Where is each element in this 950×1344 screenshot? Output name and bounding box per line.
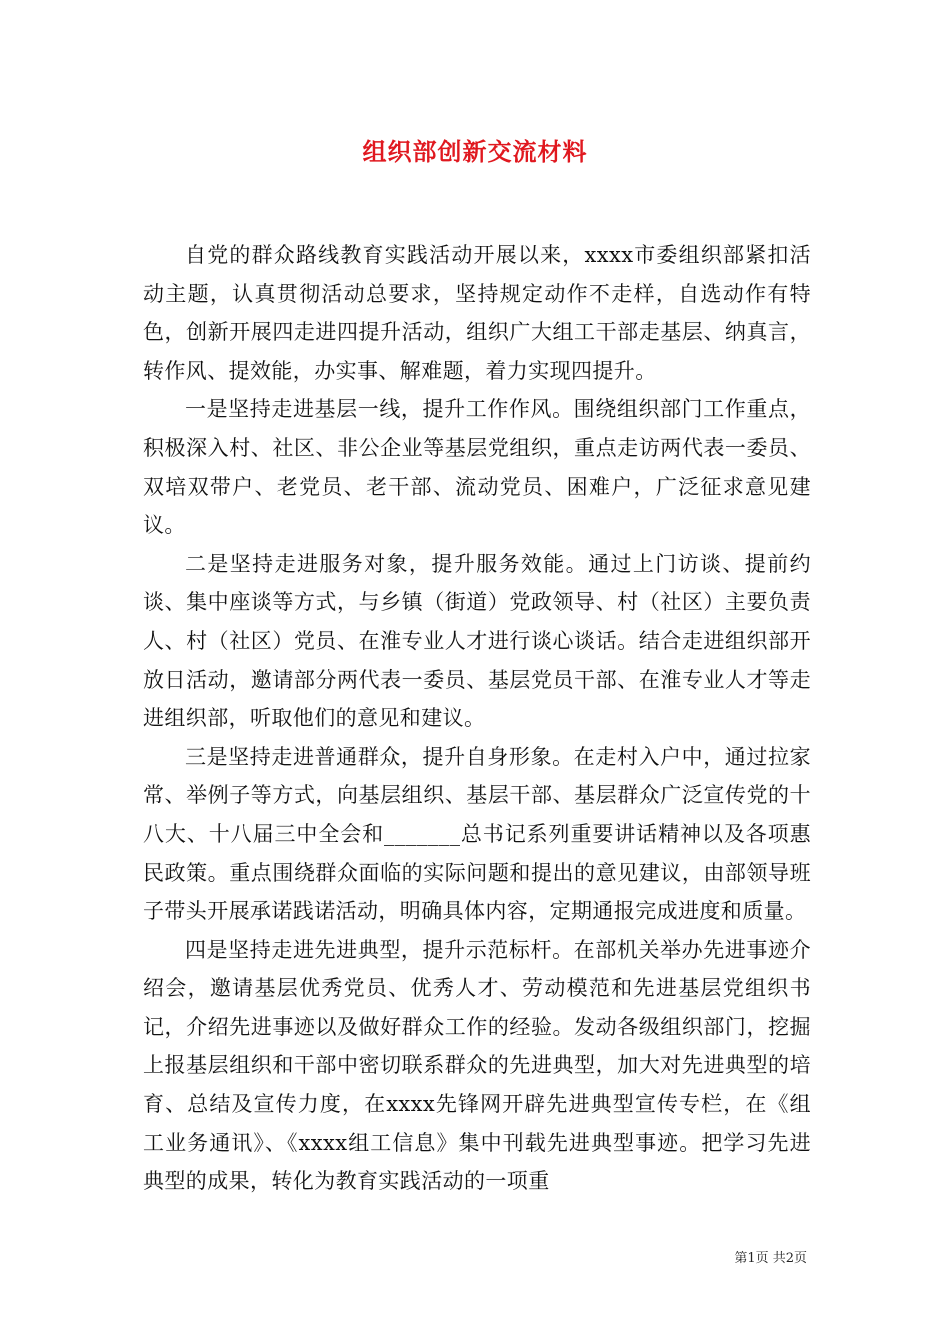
page-title: 组织部创新交流材料 — [362, 137, 588, 166]
paragraph-point-four: 四是坚持走进先进典型，提升示范标杆。在部机关举办先进事迹介绍会，邀请基层优秀党员、优秀人才、劳动模范和先进基层党组织书记，介绍先进事迹以及做好群众工作的经验。发动各级组织部门，挖掘上报基层组织和干部中密切联系群众的先进典型，加大对先进典型的培育、总结及宣传力度，在xxxx先锋网开辟先进典型宣传专栏，在《组工业务通讯》、《xxxx组工信息》集中刊载先进典型事迹。把学习先进典型的成果，转化为教育实践活动的一项重 — [143, 937, 811, 1194]
paragraph-point-one: 一是坚持走进基层一线，提升工作作风。围绕组织部门工作重点，积极深入村、社区、非公企业等基层党组织，重点走访两代表一委员、双培双带户、老党员、老干部、流动党员、困难户，广泛征求意见建议。 — [143, 397, 811, 538]
page-number-footer: 第1页 共2页 — [734, 1251, 807, 1266]
paragraph-point-two: 二是坚持走进服务对象，提升服务效能。通过上门访谈、提前约谈、集中座谈等方式，与乡镇（街道）党政领导、村（社区）主要负责人、村（社区）党员、在淮专业人才进行谈心谈话。结合走进组织部开放日活动，邀请部分两代表一委员、基层党员干部、在淮专业人才等走进组织部，听取他们的意见和建议。 — [143, 551, 811, 731]
document-body — [143, 236, 811, 1201]
paragraph-intro: 自党的群众路线教育实践活动开展以来，xxxx市委组织部紧扣活动主题，认真贯彻活动总要求，坚持规定动作不走样，自选动作有特色，创新开展四走进四提升活动，组织广大组工干部走基层、纳真言，转作风、提效能，办实事、解难题，着力实现四提升。 — [143, 243, 811, 383]
paragraph-point-three: 三是坚持走进普通群众，提升自身形象。在走村入户中，通过拉家常、举例子等方式，向基层组织、基层干部、基层群众广泛宣传党的十八大、十八届三中全会和_______总书记系列重要讲话精神以及各项惠民政策。重点围绕群众面临的实际问题和提出的意见建议，由部领导班子带头开展承诺践诺活动，明确具体内容，定期通报完成进度和质量。 — [143, 744, 811, 924]
